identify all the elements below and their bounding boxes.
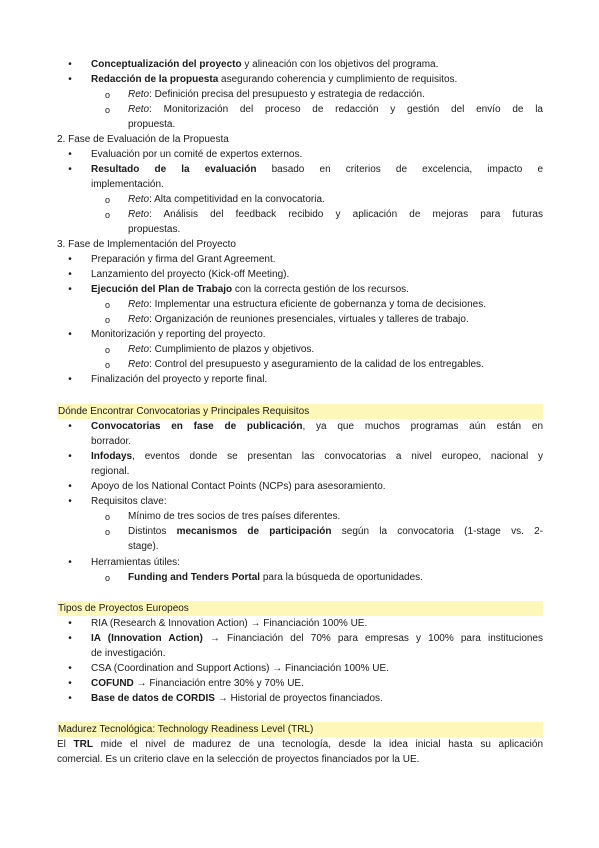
list-item [91, 73, 457, 87]
item-text: → Financiación del 70% para empresas y 100% para instituciones [202, 633, 543, 644]
list-item-continuation: borrador. [91, 436, 132, 447]
item-text: → Historial de proyectos financiados. [214, 693, 383, 704]
bold-text: COFUND [91, 678, 134, 689]
circle-bullet: o [105, 105, 111, 115]
section-heading-highlight [57, 722, 543, 737]
list-item-continuation: de investigación. [91, 648, 166, 659]
bold-text: Infodays [91, 451, 133, 462]
bold-text: Convocatorias en fase de publicación [91, 421, 303, 432]
list-item-continuation: implementación. [91, 179, 164, 190]
item-text: asegurando coherencia y cumplimiento de requisitos. [218, 74, 458, 85]
bullet: • [68, 284, 72, 295]
section-heading: 2. Fase de Evaluación de la Propuesta [57, 134, 229, 145]
list-item [91, 58, 438, 72]
italic-text: Reto [128, 344, 150, 355]
sub-item [128, 88, 425, 102]
bullet: • [68, 164, 72, 175]
list-item: Lanzamiento del proyecto (Kick-off Meeting). [91, 269, 290, 280]
paragraph-line: comercial. Es un criterio clave en la selección de proyectos financiados por la UE. [57, 754, 420, 765]
italic-text: Reto [128, 314, 150, 325]
item-text: : Control del presupuesto y aseguramiento de la calidad de los entregables. [149, 359, 484, 370]
list-item [91, 420, 543, 434]
item-text: , eventos donde se presentan las convocatorias a nivel europeo, nacional y [132, 451, 543, 462]
list-item [91, 283, 409, 297]
list-item-continuation: regional. [91, 466, 130, 477]
sub-item [128, 103, 543, 117]
item-text: con la correcta gestión de los recursos. [232, 284, 409, 295]
item-text: : Definición precisa del presupuesto y estrategia de redacción. [149, 89, 425, 100]
item-text: Distintos [128, 526, 177, 537]
bullet: • [68, 678, 72, 689]
list-item: Evaluación por un comité de expertos externos. [91, 149, 303, 160]
item-text: : Análisis del feedback recibido y aplicación de mejoras para futuras [149, 209, 543, 220]
section-heading: 3. Fase de Implementación del Proyecto [57, 239, 236, 250]
italic-text: Reto [128, 209, 150, 220]
bullet: • [68, 481, 72, 492]
list-item: RIA (Research & Innovation Action) → Financiación 100% UE. [91, 618, 368, 629]
bold-text: Ejecución del Plan de Trabajo [91, 284, 233, 295]
item-text: : Organización de reuniones presenciales, virtuales y talleres de trabajo. [149, 314, 469, 325]
section-heading: Madurez Tecnológica: Technology Readiness Level (TRL) [58, 724, 314, 735]
item-text: y alineación con los objetivos del programa. [241, 59, 439, 70]
circle-bullet: o [105, 512, 111, 522]
item-text: : Monitorización del proceso de redacción y gestión del envío de la [149, 104, 543, 115]
bullet: • [68, 269, 72, 280]
section-heading: Tipos de Proyectos Europeos [58, 603, 189, 614]
circle-bullet: o [105, 573, 111, 583]
bold-text: Funding and Tenders Portal [128, 572, 261, 583]
list-item: Herramientas útiles: [91, 557, 180, 568]
list-item: CSA (Coordination and Support Actions) → Financiación 100% UE. [91, 663, 389, 674]
bullet: • [68, 633, 72, 644]
sub-item-continuation: stage). [128, 541, 159, 552]
circle-bullet: o [105, 345, 111, 355]
list-item: Preparación y firma del Grant Agreement. [91, 254, 276, 265]
sub-item-continuation: propuestas. [128, 224, 181, 235]
bullet: • [68, 663, 72, 674]
circle-bullet: o [105, 527, 111, 537]
item-text: mide el nivel de madurez de una tecnología, desde la idea inicial hasta su aplicación [93, 739, 543, 750]
list-item: Requisitos clave: [91, 496, 167, 507]
bullet: • [68, 451, 72, 462]
bold-text: Resultado de la evaluación [91, 164, 257, 175]
paragraph-line [57, 738, 543, 752]
sub-item [128, 208, 543, 222]
bullet: • [68, 254, 72, 265]
sub-item [128, 343, 314, 357]
item-text: : Implementar una estructura eficiente de gobernanza y toma de decisiones. [149, 299, 486, 310]
sub-item-continuation: propuesta. [128, 119, 176, 130]
bullet: • [68, 421, 72, 432]
bullet: • [68, 693, 72, 704]
list-item: Finalización del proyecto y reporte final. [91, 374, 268, 385]
list-item [91, 632, 543, 646]
sub-item [128, 313, 469, 327]
item-text: para la búsqueda de oportunidades. [260, 572, 423, 583]
item-text: El [57, 739, 74, 750]
italic-text: Reto [128, 359, 150, 370]
bold-text: mecanismos de participación [176, 526, 332, 537]
sub-item [128, 525, 543, 539]
item-text: : Cumplimiento de plazos y objetivos. [149, 344, 315, 355]
bullet: • [68, 74, 72, 85]
section-heading: Dónde Encontrar Convocatorias y Principales Requisitos [58, 406, 310, 417]
list-item [91, 677, 304, 691]
bullet: • [68, 374, 72, 385]
list-item: Apoyo de los National Contact Points (NCPs) para asesoramiento. [91, 481, 386, 492]
list-item [91, 450, 543, 464]
bullet: • [68, 557, 72, 568]
circle-bullet: o [105, 90, 111, 100]
item-text: , ya que muchos programas aún están en [302, 421, 544, 432]
section-heading-highlight [57, 601, 543, 616]
bullet: • [68, 329, 72, 340]
list-item: Monitorización y reporting del proyecto. [91, 329, 266, 340]
sub-item [128, 571, 423, 585]
italic-text: Reto [128, 194, 150, 205]
circle-bullet: o [105, 300, 111, 310]
sub-item [128, 298, 486, 312]
circle-bullet: o [105, 360, 111, 370]
bullet: • [68, 496, 72, 507]
list-item [91, 163, 543, 177]
bold-text: TRL [73, 739, 93, 750]
sub-item [128, 358, 484, 372]
bullet: • [68, 618, 72, 629]
item-text: basado en criterios de excelencia, impacto e [256, 164, 543, 175]
list-item [91, 692, 383, 706]
italic-text: Reto [128, 104, 150, 115]
circle-bullet: o [105, 195, 111, 205]
italic-text: Reto [128, 299, 150, 310]
bold-text: Conceptualización del proyecto [91, 59, 242, 70]
sub-item: Mínimo de tres socios de tres países diferentes. [128, 511, 341, 522]
item-text: según la convocatoria (1-stage vs. 2- [331, 526, 543, 537]
sub-item [128, 193, 325, 207]
circle-bullet: o [105, 315, 111, 325]
bold-text: Base de datos de CORDIS [91, 693, 215, 704]
circle-bullet: o [105, 210, 111, 220]
section-heading-highlight [57, 404, 543, 419]
item-text: : Alta competitividad en la convocatoria. [149, 194, 325, 205]
bold-text: Redacción de la propuesta [91, 74, 219, 85]
bold-text: IA (Innovation Action) [91, 633, 203, 644]
italic-text: Reto [128, 89, 150, 100]
bullet: • [68, 149, 72, 160]
bullet: • [68, 59, 72, 70]
item-text: → Financiación entre 30% y 70% UE. [133, 678, 304, 689]
